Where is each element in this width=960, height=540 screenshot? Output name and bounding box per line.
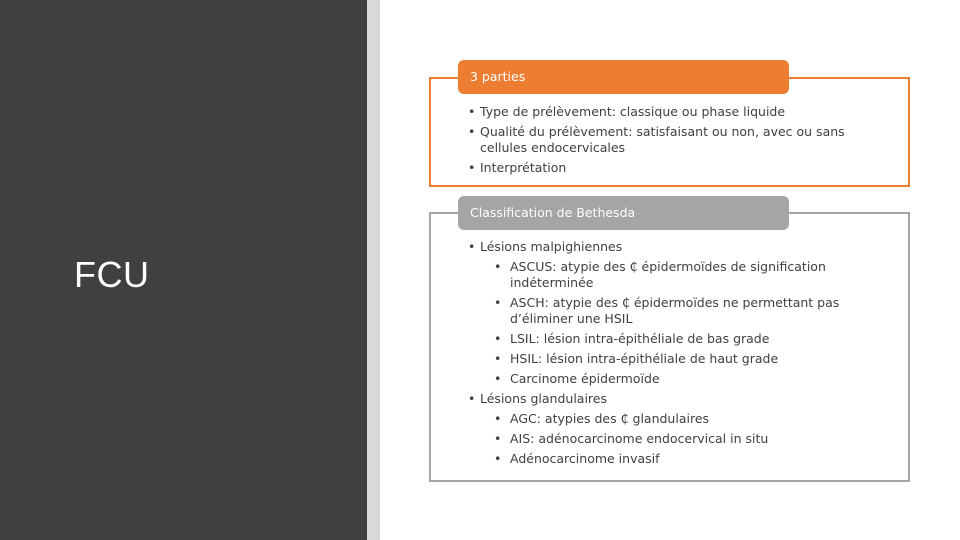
list-item: • ASCH: atypie des ₵ épidermoïdes ne permettant pas d’éliminer une HSIL xyxy=(480,295,866,327)
list-item: • Qualité du prélèvement: satisfaisant ou non, avec ou sans cellules endocervicales xyxy=(466,124,866,156)
list-item: • ASCUS: atypie des ₵ épidermoïdes de signification indéterminée xyxy=(480,259,866,291)
list-item: • Carcinome épidermoïde xyxy=(480,371,866,387)
list-group-malpighiennes xyxy=(466,239,866,387)
section-header-parties: 3 parties xyxy=(458,60,789,94)
sublist-malpighiennes xyxy=(480,259,866,387)
sublist-glandulaires xyxy=(480,411,866,467)
left-accent-strip xyxy=(367,0,380,540)
left-panel xyxy=(0,0,367,540)
list-item: • Adénocarcinome invasif xyxy=(480,451,866,467)
list-item: • Interprétation xyxy=(466,160,866,176)
list-group-glandulaires xyxy=(466,391,866,467)
list-item: • Type de prélèvement: classique ou phase liquide xyxy=(466,104,866,120)
list-item: • AIS: adénocarcinome endocervical in situ xyxy=(480,431,866,447)
section-header-bethesda: Classification de Bethesda xyxy=(458,196,789,230)
list-item: • HSIL: lésion intra-épithéliale de haut grade xyxy=(480,351,866,367)
group-label: Lésions glandulaires xyxy=(480,391,607,406)
list-item: • LSIL: lésion intra-épithéliale de bas grade xyxy=(480,331,866,347)
bethesda-list xyxy=(466,239,866,471)
slide-title: FCU xyxy=(74,254,150,295)
group-label: Lésions malpighiennes xyxy=(480,239,623,254)
parties-list xyxy=(466,104,866,180)
list-item: • AGC: atypies des ₵ glandulaires xyxy=(480,411,866,427)
